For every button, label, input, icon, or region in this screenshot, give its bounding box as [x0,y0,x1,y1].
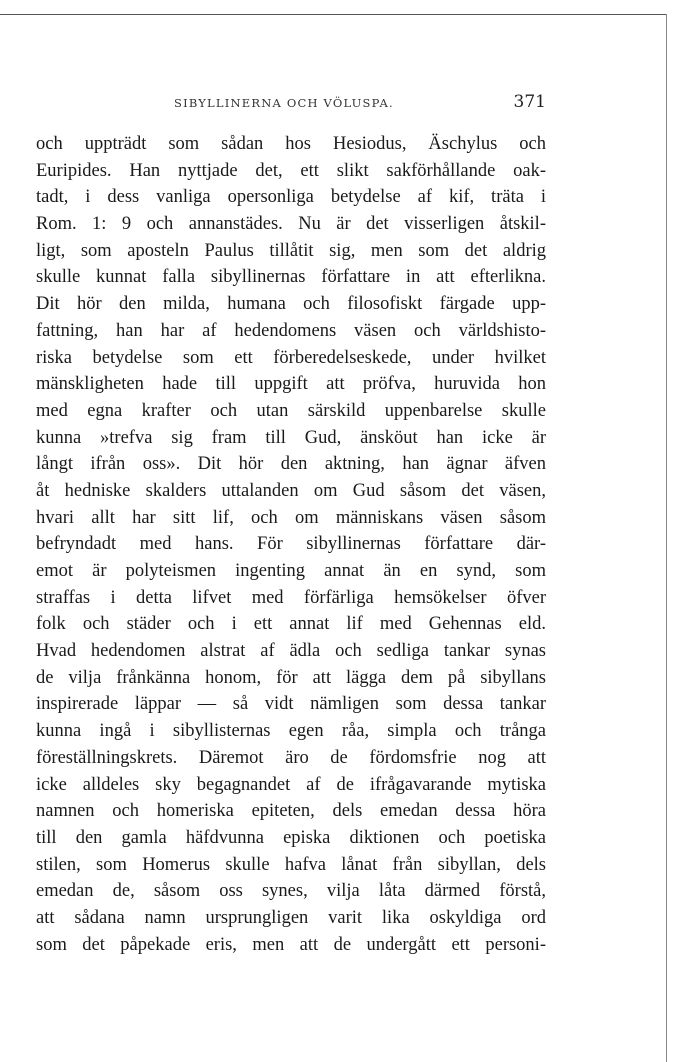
text-line: emedan de, såsom oss synes, vilja låta därmed förstå, [36,881,546,902]
text-line: Dit hör den milda, humana och filosofiskt färgade upp- [36,294,546,315]
top-border-rule [0,14,666,15]
right-page-edge [666,14,667,1062]
text-line: Hvad hedendomen alstrat af ädla och sedliga tankar synas [36,641,546,662]
text-line: icke alldeles sky begagnandet af de ifrågavarande mytiska [36,774,546,795]
text-line: mänskligheten hade till uppgift att pröfva, huruvida hon [36,374,546,395]
text-line: med egna krafter och utan särskild uppenbarelse skulle [36,400,546,421]
text-line: inspirerade läppar — så vidt nämligen som dessa tankar [36,694,546,715]
page-number: 371 [513,92,546,112]
text-line: långt ifrån oss». Dit hör den aktning, han ägnar äfven [36,454,546,475]
text-line: Rom. 1: 9 och annanstädes. Nu är det visserligen åtskil- [36,214,546,235]
text-line: folk och städer och i ett annat lif med Gehennas eld. [36,614,546,635]
text-line: stilen, som Homerus skulle hafva lånat från sibyllan, dels [36,854,546,875]
text-line: som det påpekade eris, men att de undergått ett personi- [36,934,546,955]
text-line: straffas i detta lifvet med förfärliga hemsökelser öfver [36,587,546,608]
text-line: Euripides. Han nyttjade det, ett slikt sakförhållande oak- [36,160,546,181]
text-line: ligt, som aposteln Paulus tillåtit sig, men som det aldrig [36,240,546,261]
text-line: namnen och homeriska epiteten, dels emedan dessa höra [36,801,546,822]
text-line: till den gamla häfdvunna episka diktionen och poetiska [36,827,546,848]
text-line: tadt, i dess vanliga opersonliga betydelse af kif, träta i [36,187,546,208]
text-line: de vilja frånkänna honom, för att lägga dem på sibyllans [36,667,546,688]
text-line: och uppträdt som sådan hos Hesiodus, Äschylus och [36,134,546,154]
text-line: kunna »trefva sig fram till Gud, änsköut han icke är [36,427,546,448]
page-header [36,92,546,112]
text-line: riska betydelse som ett förberedelseskede, under hvilket [36,347,546,368]
text-line: emot är polyteismen ingenting annat än en synd, som [36,561,546,581]
text-line: befryndadt med hans. För sibyllinernas författare där- [36,534,546,555]
text-line: att sådana namn ursprungligen varit lika oskyldiga ord [36,907,546,928]
text-line: hvari allt har sitt lif, och om människans väsen såsom [36,507,546,528]
text-line: skulle kunnat falla sibyllinernas författare in att efterlikna. [36,267,546,288]
text-line: fattning, han har af hedendomens väsen och världshisto- [36,320,546,341]
body-text [36,131,546,958]
text-line: föreställningskrets. Däremot äro de fördomsfrie nog att [36,747,546,768]
text-line: åt hedniske skalders uttalanden om Gud såsom det väsen, [36,480,546,501]
text-line: kunna ingå i sibyllisternas egen råa, simpla och trånga [36,721,546,742]
running-head: SIBYLLINERNA OCH VÖLUSPA. [174,96,394,110]
